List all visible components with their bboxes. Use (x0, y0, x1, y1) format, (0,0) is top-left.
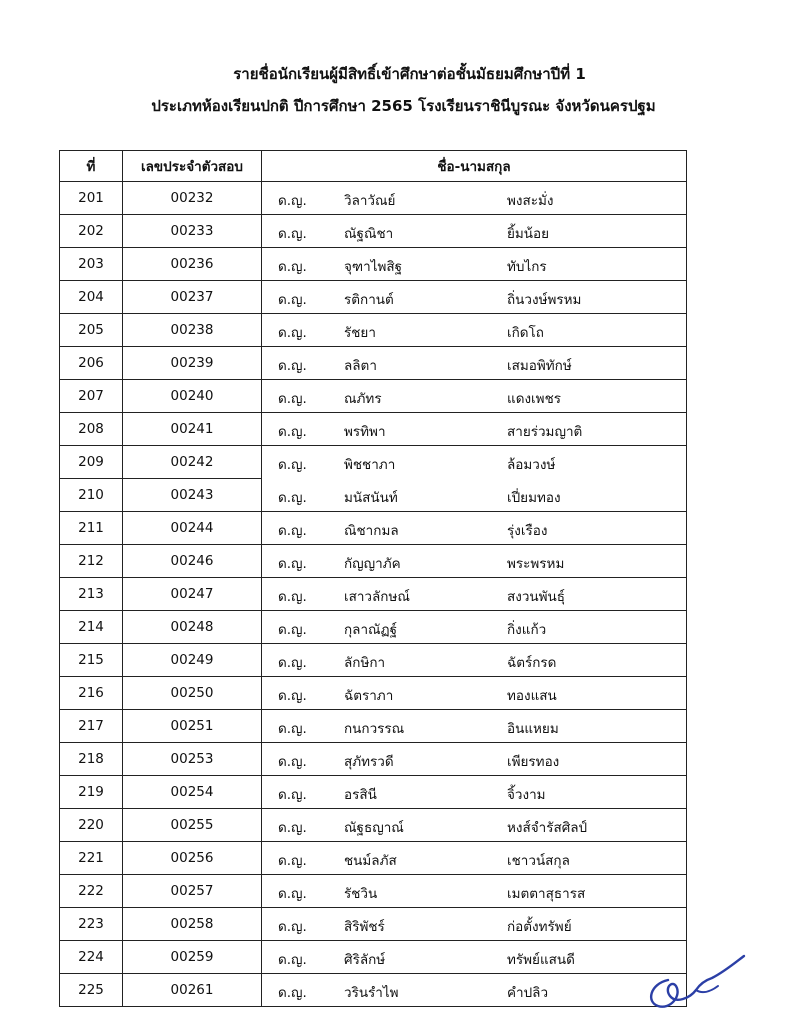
exam-id: 00246 (123, 545, 262, 578)
document-subtitle: ประเภทห้องเรียนปกติ ปีการศึกษา 2565 โรงเรียนราชินีบูรณะ จังหวัดนครปฐม (151, 97, 656, 115)
exam-id: 00240 (123, 380, 262, 413)
exam-id: 00244 (123, 512, 262, 545)
table-row (60, 974, 687, 1007)
name-prefix: ด.ญ. (278, 226, 307, 242)
first-name: มนัสนันท์ (344, 490, 398, 506)
name-prefix: ด.ญ. (278, 457, 307, 473)
signature-mark (640, 940, 750, 1020)
last-name: เพียรทอง (507, 754, 560, 770)
student-name (262, 545, 687, 578)
row-number: 213 (60, 578, 123, 611)
row-number: 221 (60, 842, 123, 875)
table-row (60, 776, 687, 809)
name-prefix: ด.ญ. (278, 787, 307, 803)
table-row (60, 314, 687, 347)
first-name: กุลาณัฏฐ์ (344, 622, 398, 638)
student-roster-table (59, 150, 687, 1007)
first-name: จุฑาไพสิฐ (344, 259, 403, 275)
exam-id: 00258 (123, 908, 262, 941)
exam-id: 00250 (123, 677, 262, 710)
row-number: 207 (60, 380, 123, 413)
table-row (60, 281, 687, 314)
student-name (262, 215, 687, 248)
student-name (262, 677, 687, 710)
last-name: ยิ้มน้อย (507, 226, 550, 242)
student-name (262, 875, 687, 908)
last-name: ทรัพย์แสนดี (507, 952, 575, 968)
first-name: ณิชากมล (344, 523, 399, 539)
name-prefix: ด.ญ. (278, 721, 307, 737)
table-row (60, 842, 687, 875)
column-header-exam-id: เลขประจำตัวสอบ (123, 151, 262, 182)
last-name: หงส์จำรัสศิลป์ (507, 820, 588, 836)
exam-id: 00233 (123, 215, 262, 248)
exam-id: 00255 (123, 809, 262, 842)
first-name: เสาวลักษณ์ (344, 589, 410, 605)
row-number: 217 (60, 710, 123, 743)
table-row (60, 248, 687, 281)
last-name: เปี่ยมทอง (507, 490, 561, 506)
first-name: พิชชาภา (344, 457, 396, 473)
first-name: สิริพัชร์ (344, 919, 385, 935)
first-name: พรทิพา (344, 424, 386, 440)
row-number: 205 (60, 314, 123, 347)
exam-id: 00242 (123, 446, 262, 479)
student-name (262, 281, 687, 314)
row-number: 222 (60, 875, 123, 908)
name-prefix: ด.ญ. (278, 754, 307, 770)
table-row (60, 710, 687, 743)
row-number: 210 (60, 479, 123, 512)
student-name (262, 182, 687, 215)
student-name (262, 611, 687, 644)
table-row (60, 347, 687, 380)
last-name: เกิดโถ (507, 325, 544, 341)
first-name: ศิริลักษ์ (344, 952, 386, 968)
name-prefix: ด.ญ. (278, 622, 307, 638)
student-name (262, 908, 687, 941)
first-name: สุภัทรวดี (344, 754, 394, 770)
exam-id: 00261 (123, 974, 262, 1007)
name-prefix: ด.ญ. (278, 556, 307, 572)
student-name (262, 347, 687, 380)
first-name: อรสินี (344, 787, 377, 803)
exam-id: 00247 (123, 578, 262, 611)
table-row (60, 446, 687, 479)
row-number: 212 (60, 545, 123, 578)
name-prefix: ด.ญ. (278, 391, 307, 407)
last-name: รุ่งเรือง (507, 523, 548, 539)
name-prefix: ด.ญ. (278, 424, 307, 440)
table-row (60, 512, 687, 545)
first-name: ชนม์ลภัส (344, 853, 397, 869)
table-row (60, 578, 687, 611)
last-name: พงสะมั่ง (507, 193, 554, 209)
row-number: 206 (60, 347, 123, 380)
exam-id: 00259 (123, 941, 262, 974)
name-prefix: ด.ญ. (278, 589, 307, 605)
last-name: ถิ่นวงษ์พรหม (507, 292, 582, 308)
table-row (60, 380, 687, 413)
row-number: 202 (60, 215, 123, 248)
first-name: รติกานต์ (344, 292, 394, 308)
exam-id: 00232 (123, 182, 262, 215)
column-header-number: ที่ (60, 151, 123, 182)
name-prefix: ด.ญ. (278, 853, 307, 869)
name-prefix: ด.ญ. (278, 688, 307, 704)
document-title: รายชื่อนักเรียนผู้มีสิทธิ์เข้าศึกษาต่อชั้นมัธยมศึกษาปีที่ 1 (233, 65, 586, 83)
table-row (60, 677, 687, 710)
exam-id: 00237 (123, 281, 262, 314)
exam-id: 00249 (123, 644, 262, 677)
table-row (60, 941, 687, 974)
row-number: 209 (60, 446, 123, 479)
student-name (262, 413, 687, 446)
name-prefix: ด.ญ. (278, 523, 307, 539)
last-name: กิ่งแก้ว (507, 622, 547, 638)
row-number: 223 (60, 908, 123, 941)
last-name: เสมอพิทักษ์ (507, 358, 572, 374)
exam-id: 00251 (123, 710, 262, 743)
table-row (60, 479, 687, 512)
name-prefix: ด.ญ. (278, 985, 307, 1001)
last-name: เชาวน์สกุล (507, 853, 570, 869)
student-name (262, 578, 687, 611)
name-prefix: ด.ญ. (278, 952, 307, 968)
name-prefix: ด.ญ. (278, 292, 307, 308)
table-row (60, 644, 687, 677)
first-name: รัชยา (344, 325, 376, 341)
table-row (60, 413, 687, 446)
student-name (262, 512, 687, 545)
name-prefix: ด.ญ. (278, 820, 307, 836)
column-header-full-name: ชื่อ-นามสกุล (262, 151, 687, 182)
row-number: 219 (60, 776, 123, 809)
first-name: รัชวิน (344, 886, 378, 902)
exam-id: 00241 (123, 413, 262, 446)
last-name: คำปลิว (507, 985, 549, 1001)
last-name: พระพรหม (507, 556, 565, 572)
first-name: ณัฐณิชา (344, 226, 394, 242)
first-name: กัญญาภัค (344, 556, 401, 572)
table-row (60, 875, 687, 908)
exam-id: 00239 (123, 347, 262, 380)
table-row (60, 908, 687, 941)
row-number: 203 (60, 248, 123, 281)
name-prefix: ด.ญ. (278, 358, 307, 374)
table-row (60, 545, 687, 578)
exam-id: 00254 (123, 776, 262, 809)
name-prefix: ด.ญ. (278, 490, 307, 506)
signature-stroke (651, 956, 744, 1007)
row-number: 204 (60, 281, 123, 314)
student-name (262, 446, 687, 479)
row-number: 201 (60, 182, 123, 215)
row-number: 211 (60, 512, 123, 545)
student-name (262, 644, 687, 677)
name-prefix: ด.ญ. (278, 919, 307, 935)
exam-id: 00236 (123, 248, 262, 281)
table-row (60, 611, 687, 644)
table-row (60, 182, 687, 215)
first-name: ฉัตราภา (344, 688, 394, 704)
name-prefix: ด.ญ. (278, 886, 307, 902)
row-number: 214 (60, 611, 123, 644)
last-name: สายร่วมญาติ (507, 424, 583, 440)
last-name: จิ้วงาม (507, 787, 546, 803)
table-row (60, 215, 687, 248)
table-row (60, 809, 687, 842)
row-number: 208 (60, 413, 123, 446)
student-name (262, 941, 687, 974)
student-name (262, 842, 687, 875)
last-name: สงวนพันธุ์ (507, 589, 566, 605)
last-name: ล้อมวงษ์ (507, 457, 556, 473)
first-name: ณัฐธญาณ์ (344, 820, 404, 836)
exam-id: 00238 (123, 314, 262, 347)
row-number: 224 (60, 941, 123, 974)
student-name (262, 248, 687, 281)
row-number: 216 (60, 677, 123, 710)
table-row (60, 743, 687, 776)
student-name (262, 809, 687, 842)
first-name: วิลาวัณย์ (344, 193, 396, 209)
last-name: ก่อตั้งทรัพย์ (507, 919, 572, 935)
last-name: แดงเพชร (507, 391, 561, 407)
last-name: อินแหยม (507, 721, 559, 737)
exam-id: 00243 (123, 479, 262, 512)
row-number: 215 (60, 644, 123, 677)
last-name: ฉัตร์กรด (507, 655, 557, 671)
last-name: ทองแสน (507, 688, 557, 704)
exam-id: 00257 (123, 875, 262, 908)
first-name: กนกวรรณ (344, 721, 405, 737)
student-name (262, 314, 687, 347)
first-name: วรินรำไพ (344, 985, 399, 1001)
first-name: ลลิตา (344, 358, 377, 374)
exam-id: 00248 (123, 611, 262, 644)
table-body (60, 182, 687, 1007)
first-name: ณภัทร (344, 391, 382, 407)
last-name: เมตตาสุธารส (507, 886, 586, 902)
student-name (262, 479, 687, 512)
name-prefix: ด.ญ. (278, 193, 307, 209)
row-number: 225 (60, 974, 123, 1007)
row-number: 218 (60, 743, 123, 776)
student-name (262, 743, 687, 776)
name-prefix: ด.ญ. (278, 325, 307, 341)
first-name: ลักษิกา (344, 655, 386, 671)
exam-id: 00256 (123, 842, 262, 875)
student-name (262, 776, 687, 809)
student-name (262, 380, 687, 413)
name-prefix: ด.ญ. (278, 655, 307, 671)
row-number: 220 (60, 809, 123, 842)
exam-id: 00253 (123, 743, 262, 776)
student-name (262, 710, 687, 743)
student-name (262, 974, 687, 1007)
name-prefix: ด.ญ. (278, 259, 307, 275)
table-header-row (60, 151, 687, 182)
last-name: ทับไกร (507, 259, 547, 275)
